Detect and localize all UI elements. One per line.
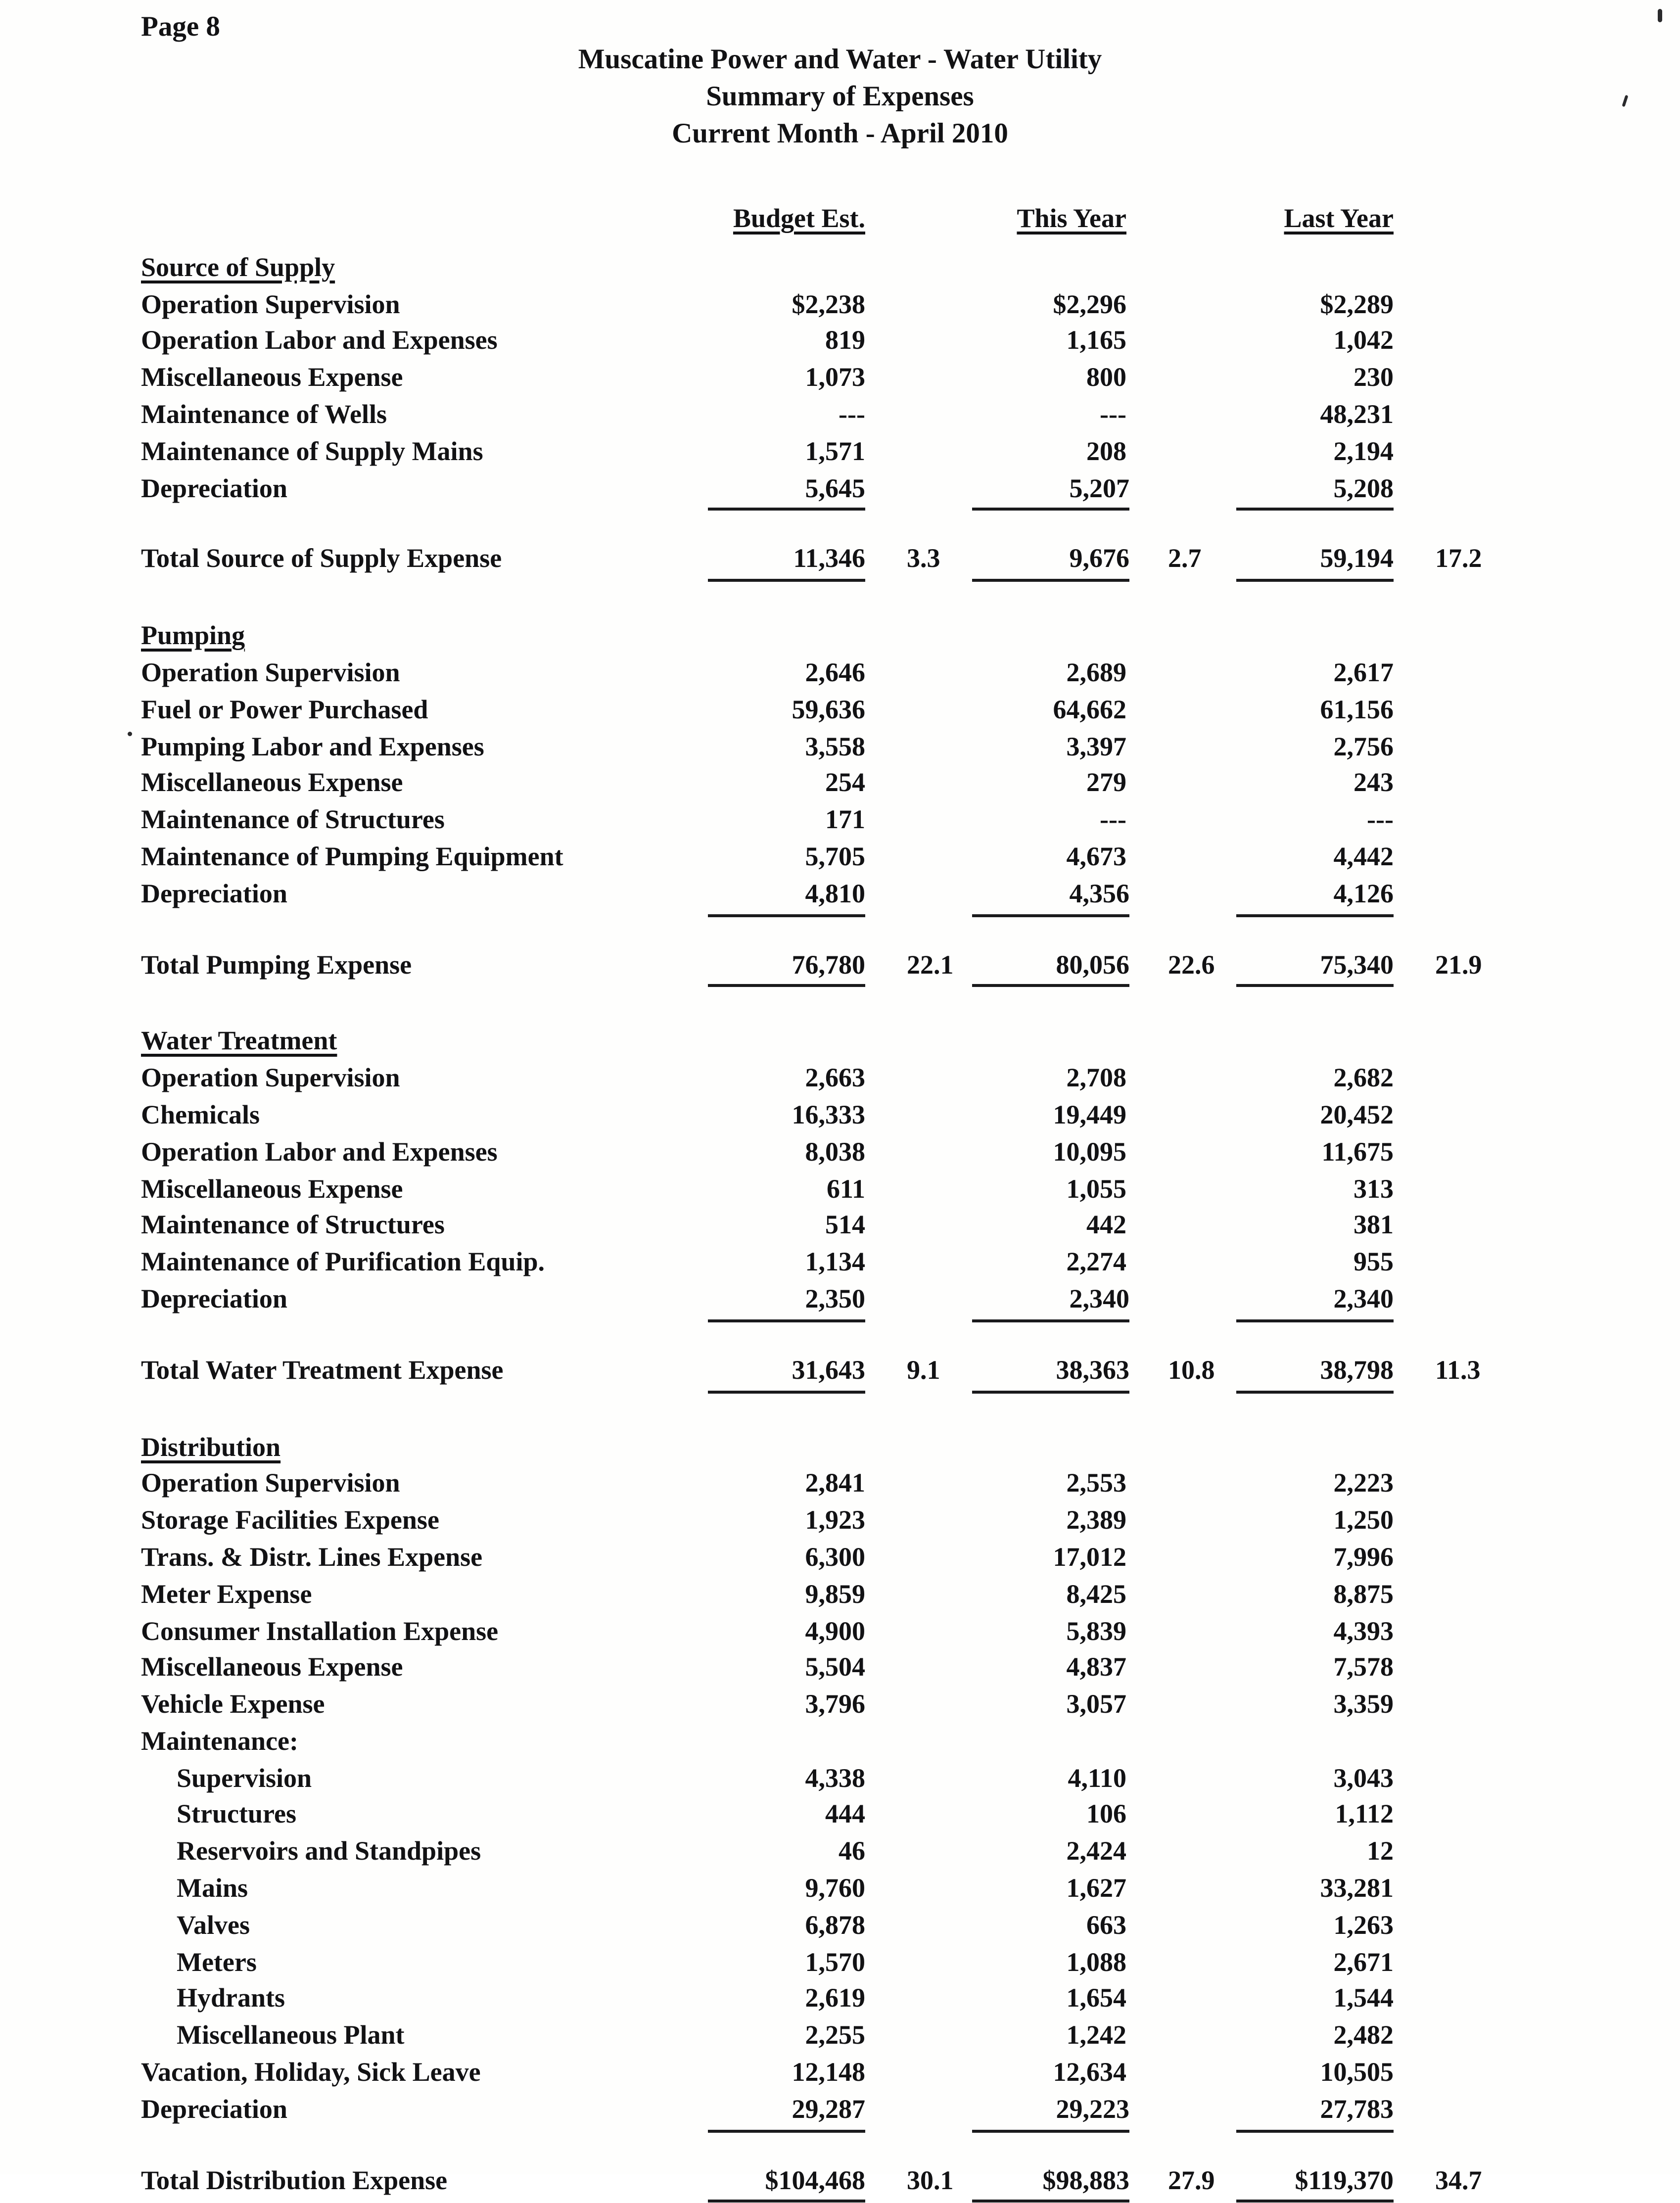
value-cell: 611 bbox=[826, 1173, 865, 1203]
total-value: 75,340 bbox=[1236, 946, 1394, 987]
value-cell: 4,900 bbox=[805, 1615, 865, 1645]
value-cell: 2,682 bbox=[1333, 1063, 1394, 1093]
value-cell: 17,012 bbox=[1053, 1542, 1126, 1572]
value-cell: 4,393 bbox=[1333, 1615, 1394, 1645]
value-cell: 1,250 bbox=[1333, 1505, 1394, 1535]
value-cell: 2,619 bbox=[805, 1983, 865, 2014]
value-cell: 1,088 bbox=[1066, 1947, 1126, 1977]
expense-row bbox=[141, 1244, 1680, 1280]
value-cell: 1,923 bbox=[805, 1505, 865, 1535]
row-label: Operation Supervision bbox=[141, 1468, 400, 1498]
total-pct-cell: 27.9 bbox=[1168, 2164, 1215, 2195]
expense-row bbox=[141, 470, 1680, 511]
expense-row bbox=[141, 1171, 1680, 1207]
value-cell: 3,043 bbox=[1333, 1763, 1394, 1793]
row-label: Maintenance of Supply Mains bbox=[141, 436, 483, 466]
total-label: Total Source of Supply Expense bbox=[141, 544, 502, 574]
value-cell: 514 bbox=[825, 1210, 865, 1240]
value-cell: 1,654 bbox=[1066, 1983, 1126, 2014]
value-cell: 3,057 bbox=[1066, 1689, 1126, 1719]
expense-row bbox=[141, 1097, 1680, 1133]
section-title: Water Treatment bbox=[141, 1026, 337, 1056]
value-cell: 46 bbox=[839, 1836, 865, 1866]
value-underlined: 5,645 bbox=[708, 470, 865, 511]
value-cell bbox=[972, 470, 1129, 511]
value-cell: $2,289 bbox=[1320, 288, 1394, 319]
value-cell: 2,663 bbox=[805, 1063, 865, 1093]
value-cell: 2,617 bbox=[1333, 657, 1394, 687]
total-value: $104,468 bbox=[708, 2162, 865, 2203]
value-cell: $2,238 bbox=[792, 288, 865, 319]
value-cell bbox=[574, 2091, 865, 2132]
value-cell: 10,095 bbox=[1053, 1136, 1126, 1167]
value-cell: 3,558 bbox=[805, 731, 865, 761]
total-row bbox=[141, 2162, 1680, 2203]
expense-row bbox=[141, 1465, 1680, 1502]
expense-row bbox=[141, 323, 1680, 359]
total-pct-cell: 2.7 bbox=[1168, 544, 1202, 574]
value-cell: 4,338 bbox=[805, 1763, 865, 1793]
total-value-cell bbox=[1218, 1352, 1394, 1393]
total-row bbox=[141, 541, 1680, 582]
value-cell bbox=[972, 875, 1129, 916]
expense-row bbox=[141, 1870, 1680, 1907]
value-cell: 8,038 bbox=[805, 1136, 865, 1167]
expense-row bbox=[141, 1281, 1680, 1322]
value-cell: 819 bbox=[825, 326, 865, 356]
value-underlined: 5,208 bbox=[1236, 470, 1394, 511]
total-value: 80,056 bbox=[972, 946, 1129, 987]
section-header-row bbox=[141, 1023, 1680, 1060]
value-cell: 2,553 bbox=[1066, 1468, 1126, 1498]
value-cell: 313 bbox=[1353, 1173, 1394, 1203]
expense-row bbox=[141, 433, 1680, 469]
value-cell: 1,055 bbox=[1066, 1173, 1126, 1203]
row-label: Maintenance of Structures bbox=[141, 804, 445, 835]
expense-row bbox=[141, 2054, 1680, 2091]
total-label: Total Water Treatment Expense bbox=[141, 1355, 504, 1385]
expense-row bbox=[141, 765, 1680, 801]
value-cell: 230 bbox=[1353, 362, 1394, 392]
value-cell: 61,156 bbox=[1320, 694, 1394, 724]
value-cell bbox=[1218, 2091, 1394, 2132]
value-underlined: 2,350 bbox=[708, 1281, 865, 1322]
row-label: Maintenance of Wells bbox=[141, 399, 387, 429]
value-cell: 5,504 bbox=[805, 1652, 865, 1682]
total-pct-cell: 9.1 bbox=[907, 1355, 940, 1385]
expense-row bbox=[141, 1944, 1680, 1980]
section-header-row bbox=[141, 618, 1680, 655]
total-value-cell bbox=[972, 1352, 1129, 1393]
row-label: Structures bbox=[177, 1799, 297, 1829]
expense-row bbox=[141, 1980, 1680, 2017]
row-label: Operation Supervision bbox=[141, 657, 400, 687]
section-title: Source of Supply bbox=[141, 252, 335, 282]
row-label: Miscellaneous Plant bbox=[177, 2020, 405, 2050]
value-cell: 1,570 bbox=[805, 1947, 865, 1977]
value-cell: 2,708 bbox=[1066, 1063, 1126, 1093]
title-block bbox=[0, 0, 1680, 153]
expense-row bbox=[141, 1060, 1680, 1096]
row-label: Trans. & Distr. Lines Expense bbox=[141, 1542, 483, 1572]
value-cell: 5,705 bbox=[805, 841, 865, 871]
value-cell: 279 bbox=[1086, 768, 1126, 798]
value-cell: 4,110 bbox=[1068, 1763, 1126, 1793]
value-cell bbox=[1218, 1281, 1394, 1322]
total-value: 38,798 bbox=[1236, 1352, 1394, 1393]
row-label: Miscellaneous Expense bbox=[141, 362, 403, 392]
value-cell bbox=[972, 2091, 1129, 2132]
value-cell: 2,424 bbox=[1066, 1836, 1126, 1866]
row-label: Vehicle Expense bbox=[141, 1689, 325, 1719]
column-header-row bbox=[141, 200, 1680, 237]
value-cell: 9,760 bbox=[805, 1873, 865, 1903]
section-title: Pumping bbox=[141, 620, 245, 651]
page-number: Page 8 bbox=[141, 12, 220, 43]
value-underlined: 4,356 bbox=[972, 875, 1129, 916]
value-cell: 19,449 bbox=[1053, 1099, 1126, 1129]
total-value: $98,883 bbox=[972, 2162, 1129, 2203]
row-label: Fuel or Power Purchased bbox=[141, 694, 428, 724]
value-underlined: 2,340 bbox=[1236, 1281, 1394, 1322]
doc-period: Current Month - April 2010 bbox=[672, 119, 1008, 150]
row-label: Supervision bbox=[177, 1763, 312, 1793]
value-cell: 1,571 bbox=[805, 436, 865, 466]
value-cell: 3,796 bbox=[805, 1689, 865, 1719]
row-label: Operation Labor and Expenses bbox=[141, 1136, 498, 1167]
value-cell: 6,300 bbox=[805, 1542, 865, 1572]
value-underlined: 5,207 bbox=[972, 470, 1129, 511]
doc-subtitle: Summary of Expenses bbox=[706, 82, 974, 113]
value-cell: --- bbox=[1100, 399, 1126, 429]
row-label: Operation Supervision bbox=[141, 1063, 400, 1093]
value-underlined: 27,783 bbox=[1236, 2091, 1394, 2132]
value-cell: 663 bbox=[1086, 1910, 1126, 1940]
value-cell: 16,333 bbox=[792, 1099, 865, 1129]
expense-row bbox=[141, 801, 1680, 838]
value-underlined: 4,810 bbox=[708, 875, 865, 916]
value-cell: 444 bbox=[825, 1799, 865, 1829]
value-cell: 5,839 bbox=[1066, 1615, 1126, 1645]
expense-row bbox=[141, 1576, 1680, 1612]
row-label: Depreciation bbox=[141, 2094, 287, 2124]
value-cell: 2,194 bbox=[1333, 436, 1394, 466]
expense-row bbox=[141, 1133, 1680, 1170]
scan-artifact bbox=[1658, 9, 1662, 22]
row-label: Depreciation bbox=[141, 1283, 287, 1313]
expense-row bbox=[141, 1723, 1680, 1760]
value-cell: 4,442 bbox=[1333, 841, 1394, 871]
expense-row bbox=[141, 655, 1680, 691]
value-cell bbox=[574, 470, 865, 511]
value-cell: 4,673 bbox=[1066, 841, 1126, 871]
value-cell: 2,389 bbox=[1066, 1505, 1126, 1535]
expense-row bbox=[141, 691, 1680, 728]
value-cell: 59,636 bbox=[792, 694, 865, 724]
expense-row bbox=[141, 839, 1680, 875]
value-cell: 1,042 bbox=[1333, 326, 1394, 356]
row-label: Operation Labor and Expenses bbox=[141, 326, 498, 356]
row-label: Storage Facilities Expense bbox=[141, 1505, 439, 1535]
value-cell: 1,073 bbox=[805, 362, 865, 392]
expense-row bbox=[141, 360, 1680, 396]
row-label: Depreciation bbox=[141, 472, 287, 503]
row-label: Maintenance: bbox=[141, 1726, 298, 1756]
row-label: Consumer Installation Expense bbox=[141, 1615, 499, 1645]
total-row bbox=[141, 1352, 1680, 1393]
total-value: 38,363 bbox=[972, 1352, 1129, 1393]
total-value-cell bbox=[1218, 2162, 1394, 2203]
value-cell: 6,878 bbox=[805, 1910, 865, 1940]
expense-row bbox=[141, 2091, 1680, 2132]
value-cell: 1,134 bbox=[805, 1247, 865, 1277]
doc-title: Muscatine Power and Water - Water Utility bbox=[578, 45, 1102, 76]
value-cell: 7,578 bbox=[1333, 1652, 1394, 1682]
value-cell: 1,165 bbox=[1066, 326, 1126, 356]
value-cell: 254 bbox=[825, 768, 865, 798]
value-cell: 2,223 bbox=[1333, 1468, 1394, 1498]
value-cell: $2,296 bbox=[1053, 288, 1126, 319]
value-cell: 9,859 bbox=[805, 1579, 865, 1609]
value-cell: 2,689 bbox=[1066, 657, 1126, 687]
value-cell: 1,544 bbox=[1333, 1983, 1394, 2014]
total-value: 59,194 bbox=[1236, 541, 1394, 582]
total-pct-cell: 21.9 bbox=[1435, 949, 1482, 979]
expense-row bbox=[141, 1649, 1680, 1686]
value-cell: 1,112 bbox=[1335, 1799, 1394, 1829]
expense-row bbox=[141, 1502, 1680, 1539]
total-pct-cell: 3.3 bbox=[907, 544, 940, 574]
value-cell: 1,627 bbox=[1066, 1873, 1126, 1903]
expense-row bbox=[141, 1539, 1680, 1576]
row-label: Reservoirs and Standpipes bbox=[177, 1836, 481, 1866]
value-cell: 11,675 bbox=[1321, 1136, 1394, 1167]
value-cell: 12,148 bbox=[792, 2057, 865, 2087]
value-cell: 3,397 bbox=[1066, 731, 1126, 761]
value-underlined: 29,287 bbox=[708, 2091, 865, 2132]
row-label: Vacation, Holiday, Sick Leave bbox=[141, 2057, 481, 2087]
total-label: Total Pumping Expense bbox=[141, 949, 412, 979]
value-cell: 8,425 bbox=[1066, 1579, 1126, 1609]
row-label: Operation Supervision bbox=[141, 288, 400, 319]
value-cell bbox=[574, 875, 865, 916]
total-pct-cell: 17.2 bbox=[1435, 544, 1482, 574]
expense-row bbox=[141, 1907, 1680, 1944]
row-label: Meters bbox=[177, 1947, 257, 1977]
value-cell: 4,837 bbox=[1066, 1652, 1126, 1682]
total-label: Total Distribution Expense bbox=[141, 2164, 448, 2195]
row-label: Miscellaneous Expense bbox=[141, 1173, 403, 1203]
total-value: 76,780 bbox=[708, 946, 865, 987]
row-label: Miscellaneous Expense bbox=[141, 768, 403, 798]
total-pct-cell: 30.1 bbox=[907, 2164, 954, 2195]
column-header: Budget Est. bbox=[733, 203, 865, 233]
expense-row bbox=[141, 1613, 1680, 1649]
row-label: Mains bbox=[177, 1873, 248, 1903]
value-underlined: 2,340 bbox=[972, 1281, 1129, 1322]
total-value-cell bbox=[972, 541, 1129, 582]
expense-row bbox=[141, 1760, 1680, 1796]
expense-row bbox=[141, 286, 1680, 323]
expense-table bbox=[141, 200, 1680, 2203]
total-pct-cell: 11.3 bbox=[1435, 1355, 1481, 1385]
expense-row bbox=[141, 1796, 1680, 1833]
row-label: Hydrants bbox=[177, 1983, 285, 2014]
value-cell: 442 bbox=[1086, 1210, 1126, 1240]
total-pct-cell: 22.1 bbox=[907, 949, 954, 979]
value-cell: --- bbox=[1100, 804, 1126, 835]
expense-row bbox=[141, 1207, 1680, 1244]
row-label: Maintenance of Structures bbox=[141, 1210, 445, 1240]
row-label: Chemicals bbox=[141, 1099, 260, 1129]
total-value: 11,346 bbox=[708, 541, 865, 582]
value-cell: 243 bbox=[1353, 768, 1394, 798]
value-cell: 208 bbox=[1086, 436, 1126, 466]
row-label: Depreciation bbox=[141, 878, 287, 908]
total-value-cell bbox=[972, 2162, 1129, 2203]
expense-row bbox=[141, 728, 1680, 765]
total-pct-cell: 34.7 bbox=[1435, 2164, 1482, 2195]
value-cell: 33,281 bbox=[1320, 1873, 1394, 1903]
value-cell: 2,671 bbox=[1333, 1947, 1394, 1977]
total-value-cell bbox=[1218, 541, 1394, 582]
total-pct-cell: 22.6 bbox=[1168, 949, 1215, 979]
row-label: Miscellaneous Expense bbox=[141, 1652, 403, 1682]
total-row bbox=[141, 946, 1680, 987]
value-cell bbox=[1218, 470, 1394, 511]
expense-row bbox=[141, 2017, 1680, 2054]
value-cell: 2,646 bbox=[805, 657, 865, 687]
section-title: Distribution bbox=[141, 1431, 281, 1461]
value-cell: 12,634 bbox=[1053, 2057, 1126, 2087]
total-value-cell bbox=[574, 2162, 865, 2203]
value-cell: 12 bbox=[1367, 1836, 1394, 1866]
expense-row bbox=[141, 1686, 1680, 1723]
value-cell: 64,662 bbox=[1053, 694, 1126, 724]
row-label: Maintenance of Pumping Equipment bbox=[141, 841, 563, 871]
total-value: 31,643 bbox=[708, 1352, 865, 1393]
value-cell: --- bbox=[1367, 804, 1394, 835]
value-cell bbox=[1218, 875, 1394, 916]
value-cell: 2,274 bbox=[1066, 1247, 1126, 1277]
value-cell: 48,231 bbox=[1320, 399, 1394, 429]
value-cell: 8,875 bbox=[1333, 1579, 1394, 1609]
total-value: $119,370 bbox=[1236, 2162, 1394, 2203]
total-value-cell bbox=[574, 541, 865, 582]
total-value-cell bbox=[574, 946, 865, 987]
value-cell: 7,996 bbox=[1333, 1542, 1394, 1572]
row-label: Maintenance of Purification Equip. bbox=[141, 1247, 545, 1277]
value-cell: 20,452 bbox=[1320, 1099, 1394, 1129]
value-cell bbox=[972, 1281, 1129, 1322]
value-cell: 10,505 bbox=[1320, 2057, 1394, 2087]
column-header: This Year bbox=[1017, 203, 1126, 233]
value-cell: 2,841 bbox=[805, 1468, 865, 1498]
total-value: 9,676 bbox=[972, 541, 1129, 582]
value-cell: --- bbox=[839, 399, 865, 429]
value-underlined: 29,223 bbox=[972, 2091, 1129, 2132]
value-cell: 171 bbox=[825, 804, 865, 835]
section-header-row bbox=[141, 1429, 1680, 1465]
value-cell: 1,263 bbox=[1333, 1910, 1394, 1940]
value-cell: 955 bbox=[1353, 1247, 1394, 1277]
total-pct-cell: 10.8 bbox=[1168, 1355, 1215, 1385]
value-cell: 2,756 bbox=[1333, 731, 1394, 761]
value-cell: 106 bbox=[1086, 1799, 1126, 1829]
value-underlined: 4,126 bbox=[1236, 875, 1394, 916]
value-cell: 1,242 bbox=[1066, 2020, 1126, 2050]
total-value-cell bbox=[574, 1352, 865, 1393]
expense-row bbox=[141, 1833, 1680, 1870]
expense-row bbox=[141, 396, 1680, 433]
expense-row bbox=[141, 875, 1680, 916]
row-label: Pumping Labor and Expenses bbox=[141, 731, 484, 761]
section-header-row bbox=[141, 249, 1680, 285]
total-value-cell bbox=[972, 946, 1129, 987]
scan-artifact bbox=[128, 732, 132, 736]
value-cell: 800 bbox=[1086, 362, 1126, 392]
value-cell bbox=[574, 1281, 865, 1322]
value-cell: 3,359 bbox=[1333, 1689, 1394, 1719]
row-label: Valves bbox=[177, 1910, 250, 1940]
value-cell: 381 bbox=[1353, 1210, 1394, 1240]
value-cell: 2,482 bbox=[1333, 2020, 1394, 2050]
total-value-cell bbox=[1218, 946, 1394, 987]
value-cell: 2,255 bbox=[805, 2020, 865, 2050]
row-label: Meter Expense bbox=[141, 1579, 312, 1609]
column-header: Last Year bbox=[1284, 203, 1394, 233]
